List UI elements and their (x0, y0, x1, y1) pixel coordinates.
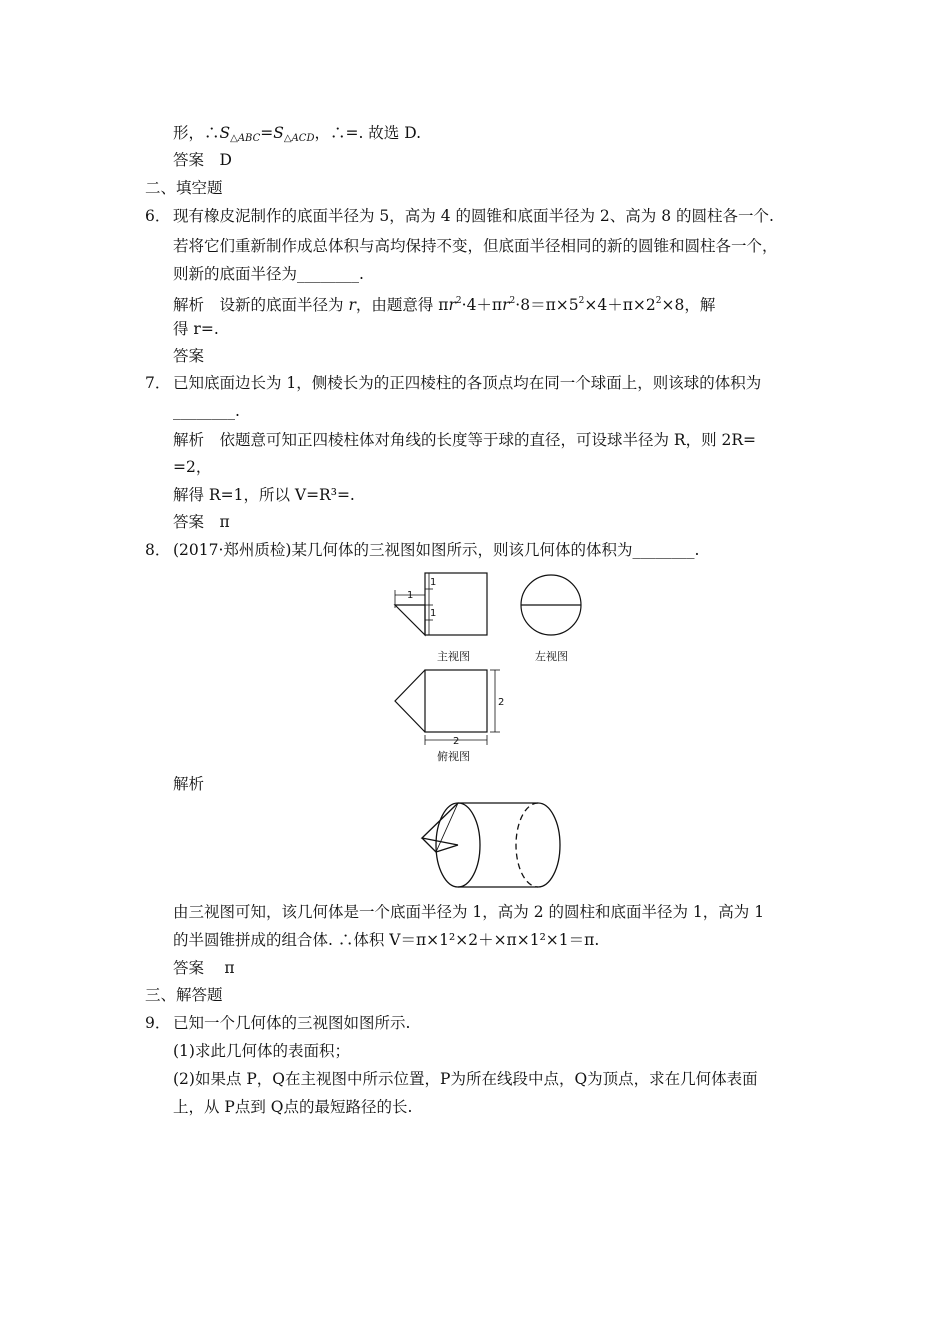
q6-solution-line-1: 解析 设新的底面半径为 r，由题意得 $\pi r^2\cdot 4+\pi r^2\cdot 8=\pi\times 5^2\times 4+\pi\times 2^2\times 8$，解 (173, 296, 716, 314)
section-3-heading: 三、解答题 (145, 986, 223, 1004)
area-abc: S (219, 124, 231, 142)
q6-sol-c: ·4＋π (461, 296, 503, 314)
q5-answer: 答案 D (173, 151, 232, 169)
q8-number: 8． (145, 541, 171, 559)
q6-solution-line-2: 得 r=. (173, 320, 219, 338)
q8-text-2: 的半圆锥拼成的组合体. ∴体积 V＝π×1²×2＋×π×1²×1＝π. (173, 931, 600, 949)
dim-label-2v: 2 (498, 697, 505, 708)
half-cone (422, 803, 458, 845)
q8-text-1: 由三视图可知，该几何体是一个底面半径为 1，高为 2 的圆柱和底面半径为 1，高为 1 (173, 903, 765, 921)
q6-sol-f: ×8，解 (661, 296, 716, 314)
q7-solution-line-3: 解得 R=1，所以 V=R³=. (173, 486, 355, 504)
q8-line-1: (2017·郑州质检)某几何体的三视图如图所示，则该几何体的体积为________. (173, 541, 700, 559)
q7-answer: 答案 π (173, 513, 230, 531)
side-view-label: 左视图 (535, 650, 568, 663)
q8-answer: 答案 π (173, 959, 235, 977)
q5-eq: = (260, 124, 274, 142)
q5-line-mid: ，∴=. 故选 D. (314, 124, 422, 142)
area-acd-sub: △ACD (283, 133, 315, 144)
dim-label-1c: 1 (430, 608, 437, 619)
q7-line-2: ________. (173, 402, 240, 420)
q6-sol-b: ，由题意得 π (355, 296, 449, 314)
dim-label-1a: 1 (407, 590, 414, 601)
top-view-square (425, 670, 487, 732)
dim-label-2h: 2 (453, 736, 460, 747)
top-view-pentagon-tip (395, 670, 425, 732)
top-view-label: 俯视图 (437, 750, 470, 763)
area-acd: S (273, 124, 284, 142)
solid-figure (410, 800, 570, 895)
q7-solution-line-2: =2， (173, 458, 212, 476)
q6-line-2: 若将它们重新制作成总体积与高均保持不变，但底面半径相同的新的圆锥和圆柱各一个， (173, 237, 778, 255)
cylinder-back-visible (538, 803, 560, 887)
q6-line-3: 则新的底面半径为________. (173, 265, 364, 283)
three-view-figure (385, 568, 595, 768)
q6-sol-a: 解析 设新的底面半径为 (173, 296, 349, 314)
q9-part-2b: 上，从 P点到 Q点的最短路径的长. (173, 1098, 413, 1116)
q6-sol-d: ·8＝π×5 (515, 296, 579, 314)
front-view-label: 主视图 (437, 650, 470, 663)
front-view-triangle (395, 605, 425, 635)
q6-sol-e: ×4＋π×2 (584, 296, 656, 314)
q9-part-1: (1)求此几何体的表面积； (173, 1042, 350, 1060)
q9-number: 9． (145, 1014, 171, 1032)
area-abc-sub: △ABC (230, 133, 261, 144)
q5-line (173, 123, 421, 149)
q7-solution-line-1: 解析 依题意可知正四棱柱体对角线的长度等于球的直径，可设球半径为 R，则 2R= (173, 431, 757, 449)
q5-line-pre: 形，∴ (173, 124, 220, 142)
dim-label-1b: 1 (430, 577, 437, 588)
q6-sol-r: r (348, 296, 356, 314)
q7-number: 7． (145, 374, 171, 392)
q8-solution-label: 解析 (173, 775, 205, 793)
q6-answer: 答案 (173, 347, 205, 365)
q9-part-2a: (2)如果点 P，Q在主视图中所示位置，P为所在线段中点，Q为顶点，求在几何体表面 (173, 1070, 758, 1088)
q7-line-1: 已知底面边长为 1，侧棱长为的正四棱柱的各顶点均在同一个球面上，则该球的体积为 (173, 374, 762, 392)
q6-number: 6． (145, 207, 171, 225)
cylinder-back-hidden (516, 803, 538, 887)
section-2-heading: 二、填空题 (145, 179, 223, 197)
q9-line-1: 已知一个几何体的三视图如图所示. (173, 1014, 411, 1032)
q6-line-1: 现有橡皮泥制作的底面半径为 5，高为 4 的圆锥和底面半径为 2、高为 8 的圆柱各一个. (173, 207, 774, 225)
